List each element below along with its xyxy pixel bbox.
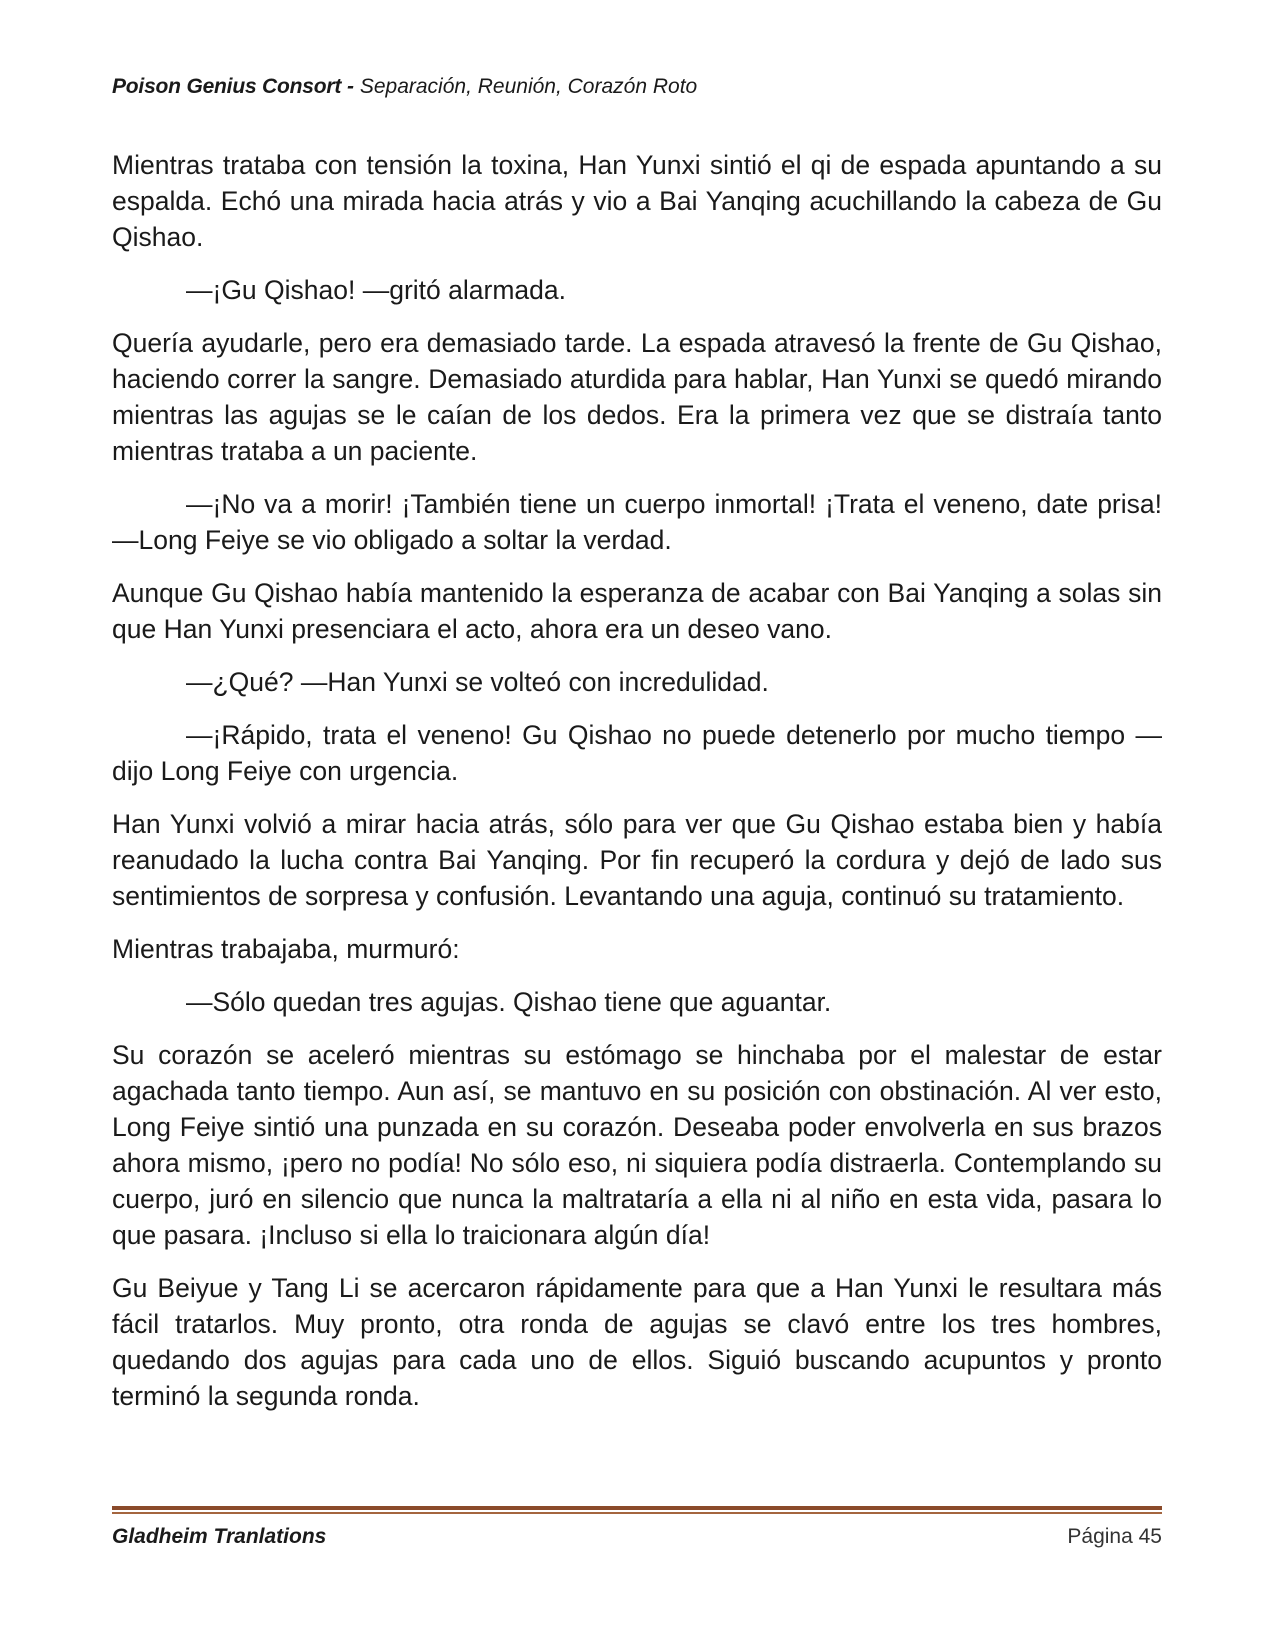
paragraph-8: Han Yunxi volvió a mirar hacia atrás, sólo para ver que Gu Qishao estaba bien y había reanudado la lucha contra Bai Yanqing. Por fin recuperó la cordura y dejó de lado sus sentimientos de sorpresa y confusión. Levantando una aguja, continuó su tratamiento. [112, 809, 1162, 911]
footer-divider [112, 1506, 1162, 1515]
paragraph-12: Gu Beiyue y Tang Li se acercaron rápidamente para que a Han Yunxi le resultara más fácil tratarlos. Muy pronto, otra ronda de agujas se clavó entre los tres hombres, quedando dos agujas para cada uno de ellos. Siguió buscando acupuntos y pronto terminó la segunda ronda. [112, 1273, 1162, 1411]
paragraph-9: Mientras trabajaba, murmuró: [112, 934, 460, 964]
paragraph-1: Mientras trataba con tensión la toxina, Han Yunxi sintió el qi de espada apuntando a su espalda. Echó una mirada hacia atrás y vio a Bai Yanqing acuchillando la cabeza de Gu Qishao. [112, 150, 1162, 252]
paragraph-5: Aunque Gu Qishao había mantenido la esperanza de acabar con Bai Yanqing a solas sin que Han Yunxi presenciara el acto, ahora era un deseo vano. [112, 578, 1162, 644]
header-separator: - [341, 75, 360, 98]
page-number: Página 45 [1067, 1525, 1162, 1548]
book-title: Poison Genius Consort [112, 75, 342, 98]
footer-divider-thick-line [112, 1506, 1162, 1510]
paragraph-10: —Sólo quedan tres agujas. Qishao tiene que aguantar. [186, 987, 832, 1017]
paragraph-2: —¡Gu Qishao! —gritó alarmada. [186, 275, 566, 305]
paragraph-7: —¡Rápido, trata el veneno! Gu Qishao no puede detenerlo por mucho tiempo —dijo Long Feiye con urgencia. [112, 720, 1162, 786]
page-body [112, 147, 1162, 1431]
publisher-name: Gladheim Tranlations [112, 1525, 327, 1548]
chapter-title: Separación, Reunión, Corazón Roto [359, 75, 698, 98]
running-header [112, 72, 1162, 102]
paragraph-3: Quería ayudarle, pero era demasiado tarde. La espada atravesó la frente de Gu Qishao, haciendo correr la sangre. Demasiado aturdida para hablar, Han Yunxi se quedó mirando mientras las agujas se le caían de los dedos. Era la primera vez que se distraía tanto mientras trataba a un paciente. [112, 328, 1162, 466]
paragraph-11: Su corazón se aceleró mientras su estómago se hinchaba por el malestar de estar agachada tanto tiempo. Aun así, se mantuvo en su posición con obstinación. Al ver esto, Long Feiye sintió una punzada en su corazón. Deseaba poder envolverla en sus brazos ahora mismo, ¡pero no podía! No sólo eso, ni siquiera podía distraerla. Contemplando su cuerpo, juró en silencio que nunca la maltrataría a ella ni al niño en esta vida, pasara lo que pasara. ¡Incluso si ella lo traicionara algún día! [112, 1040, 1162, 1250]
paragraph-6: —¿Qué? —Han Yunxi se volteó con incredulidad. [186, 667, 769, 697]
paragraph-4: —¡No va a morir! ¡También tiene un cuerpo inmortal! ¡Trata el veneno, date prisa! —Long Feiye se vio obligado a soltar la verdad. [112, 489, 1162, 555]
footer-divider-thin-line [112, 1512, 1162, 1514]
